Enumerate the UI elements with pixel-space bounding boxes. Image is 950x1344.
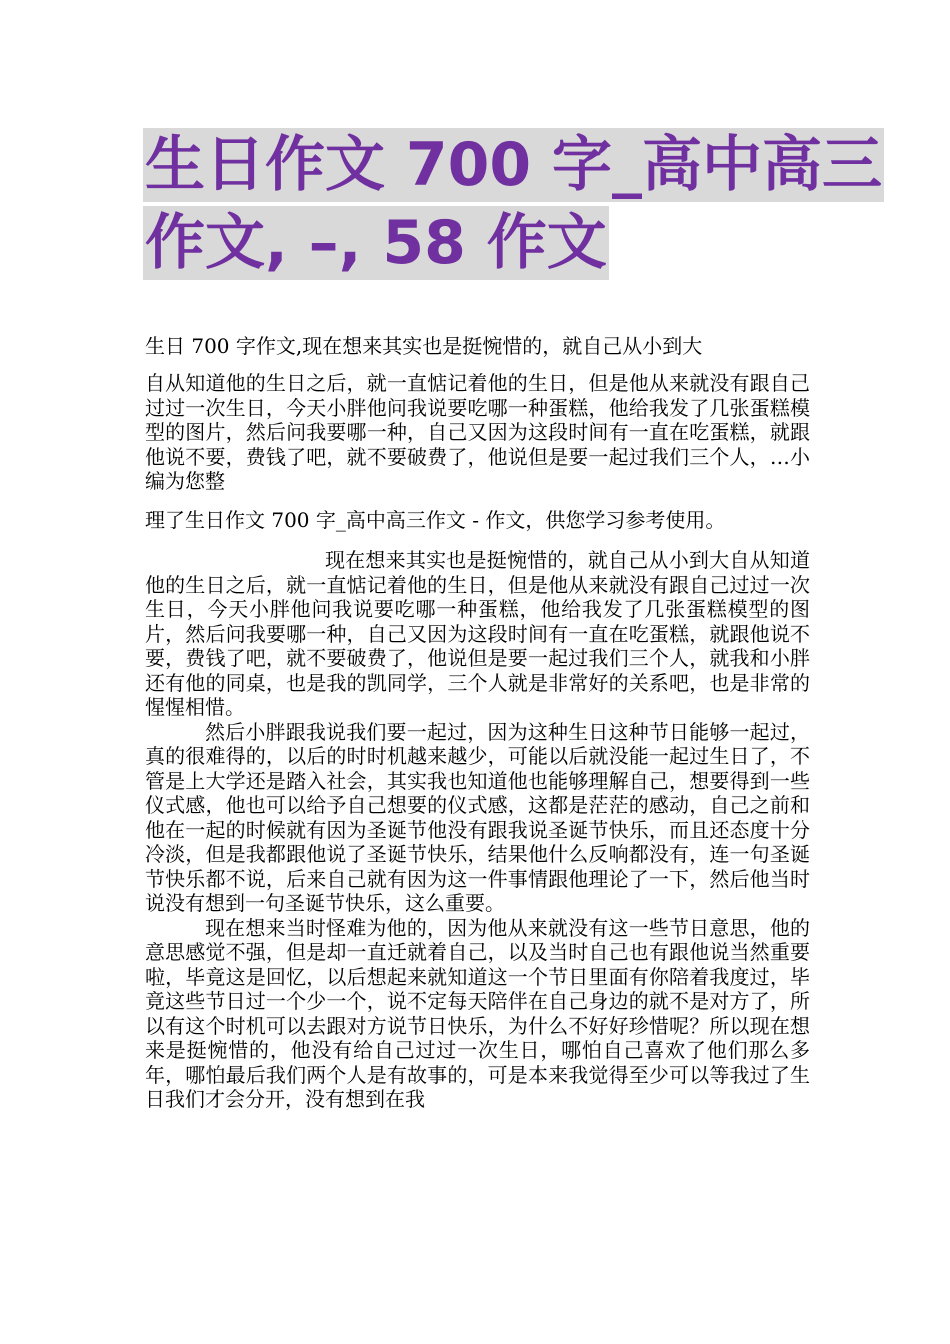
summary-first-line: 生日 700 字作文,现在想来其实也是挺惋惜的，就自己从小到大 [145, 334, 703, 358]
title-line-1: 生日作文 700 字_高中高三 [145, 130, 883, 200]
article-paragraph-1: 现在想来其实也是挺惋惜的，就自己从小到大自从知道他的生日之后，就一直惦记着他的生日，但是他从来就没有跟自己过过一次生日，今天小胖他问我说要吃哪一种蛋糕，他给我发了几张蛋糕模型的图片，然后问我要哪一种，自己又因为这段时间有一直在吃蛋糕，就跟他说不要，费钱了吧，就不要破费了，他说但是要一起过我们三个人，就我和小胖还有他的同桌，也是我的凯同学，三个人就是非常好的关系吧，也是非常的惺惺相惜。 [145, 548, 810, 719]
title-line-2: 作文, –, 58 作文 [145, 208, 607, 278]
document-title [143, 128, 883, 284]
summary-last-line: 理了生日作文 700 字_高中高三作文 - 作文，供您学习参考使用。 [145, 508, 726, 532]
article-paragraph-3: 现在想来当时怪难为他的，因为他从来就没有这一些节日意思，他的意思感觉不强，但是却一直迁就着自己，以及当时自己也有跟他说当然重要啦，毕竟这是回忆，以后想起来就知道这一个节日里面有你陪着我度过，毕竟这些节日过一个少一个，说不定每天陪伴在自己身边的就不是对方了，所以有这个时机可以去跟对方说节日快乐，为什么不好好珍惜呢？所以现在想来是挺惋惜的，他没有给自己过过一次生日，哪怕自己喜欢了他们那么多年，哪怕最后我们两个人是有故事的，可是本来我觉得至少可以等我过了生日我们才会分开，没有想到在我 [145, 915, 810, 1111]
summary-body: 自从知道他的生日之后，就一直惦记着他的生日，但是他从来就没有跟自己过过一次生日，今天小胖他问我说要吃哪一种蛋糕，他给我发了几张蛋糕模型的图片，然后问我要哪一种，自己又因为这段时间有一直在吃蛋糕，就跟他说不要，费钱了吧，就不要破费了，他说但是要一起过我们三个人，…小编为您整 [145, 371, 810, 493]
article-body [145, 548, 810, 1112]
article-paragraph-2: 然后小胖跟我说我们要一起过，因为这种生日这种节日能够一起过，真的很难得的，以后的时时机越来越少，可能以后就没能一起过生日了，不管是上大学还是踏入社会，其实我也知道他也能够理解自己，想要得到一些仪式感，他也可以给予自己想要的仪式感，这都是茫茫的感动，自己之前和他在一起的时候就有因为圣诞节他没有跟我说圣诞节快乐，而且还态度十分冷淡，但是我都跟他说了圣诞节快乐，结果他什么反响都没有，连一句圣诞节快乐都不说，后来自己就有因为这一件事情跟他理论了一下，然后他当时说没有想到一句圣诞节快乐，这么重要。 [145, 719, 810, 915]
